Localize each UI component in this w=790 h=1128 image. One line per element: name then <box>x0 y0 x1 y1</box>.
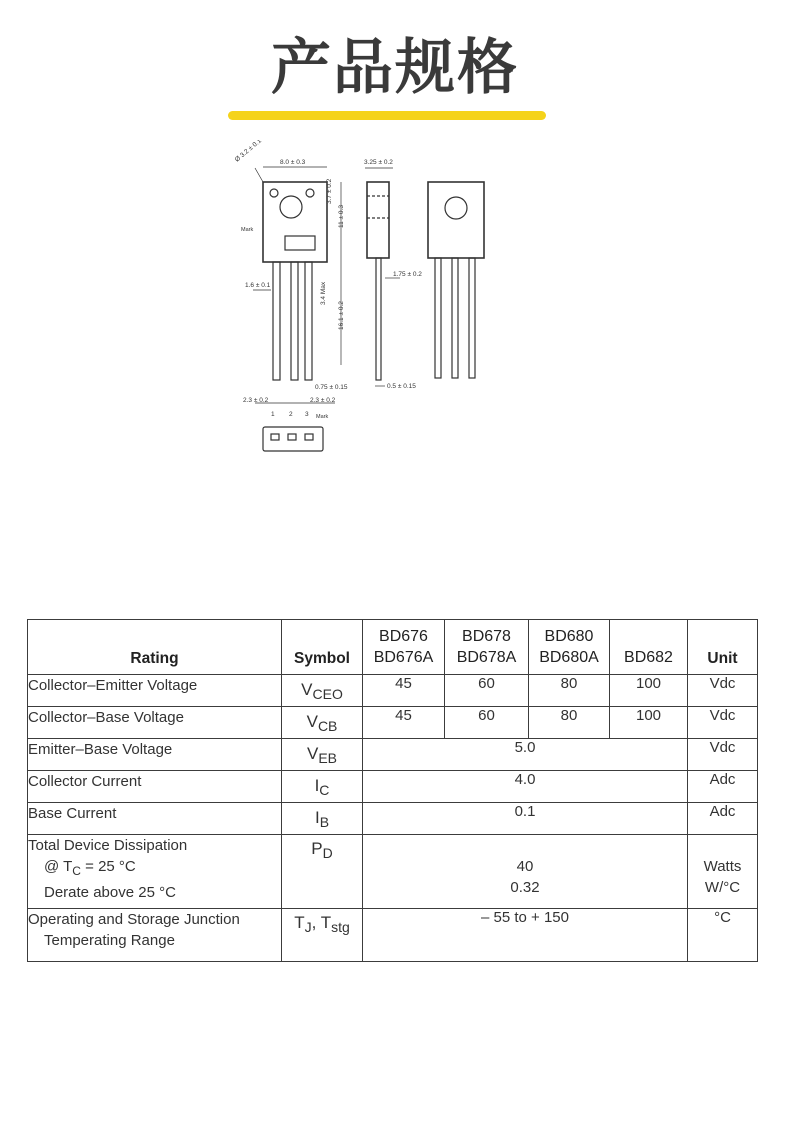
value-cell: 80 <box>529 675 610 707</box>
value-cell: 60 <box>445 707 529 739</box>
value-cell: 60 <box>445 675 529 707</box>
side-body <box>367 182 389 258</box>
symbol-cell: $I_C$ <box>282 771 363 803</box>
unit-cell: Vdc <box>688 675 758 707</box>
page-title: 产品规格 <box>271 33 519 103</box>
header-bd680: BD680 BD680A <box>529 620 610 675</box>
rating-cell: Operating and Storage Junction Temperating Range <box>28 909 282 962</box>
dim-pitch-left: 2.3 ± 0.2 <box>243 397 269 404</box>
header-bd682: BD682 <box>610 620 688 675</box>
back-hole <box>445 197 467 219</box>
symbol-cell: $V_{CEO}$ <box>282 675 363 707</box>
symbol-cell: $T_J$, $T_{stg}$ <box>282 909 363 962</box>
header-bd678: BD678 BD678A <box>445 620 529 675</box>
unit-cell: Vdc <box>688 739 758 771</box>
title-underline <box>228 111 546 120</box>
table-row <box>28 909 758 962</box>
symbol-cell: $I_B$ <box>282 803 363 835</box>
pin-2-label: 2 <box>289 411 293 418</box>
back-body <box>428 182 484 258</box>
pin-1-label: 1 <box>271 411 275 418</box>
header-rating: Rating <box>28 620 282 675</box>
table-row <box>28 771 758 803</box>
table-header-row <box>28 620 758 675</box>
header-symbol: Symbol <box>282 620 363 675</box>
value-cell: 0.1 <box>363 803 688 835</box>
table-row <box>28 739 758 771</box>
dim-top-offset: 3.7 ± 0.2 <box>326 178 333 204</box>
dim-thickness: 3.25 ± 0.2 <box>364 159 393 166</box>
symbol-cell: $V_{EB}$ <box>282 739 363 771</box>
table-row <box>28 707 758 739</box>
value-cell: – 55 to + 150 <box>363 909 688 962</box>
table-row <box>28 803 758 835</box>
dim-hole: Ø 3.2 ± 0.1 <box>233 140 263 164</box>
label-mark-bottom: Mark <box>316 414 329 420</box>
value-cell: 5.0 <box>363 739 688 771</box>
symbol-cell: $V_{CB}$ <box>282 707 363 739</box>
dim-lead-thickness: 0.75 ± 0.15 <box>315 384 348 391</box>
value-cell: 4.0 <box>363 771 688 803</box>
dim-width: 8.0 ± 0.3 <box>280 159 306 166</box>
dim-pitch-right: 2.3 ± 0.2 <box>310 397 336 404</box>
dim-max-len: 3.4 Max <box>320 281 327 305</box>
rating-cell: Collector–Emitter Voltage <box>28 675 282 707</box>
unit-cell: Adc <box>688 803 758 835</box>
value-cell: 45 <box>363 707 445 739</box>
unit-cell: Vdc <box>688 707 758 739</box>
dim-body-height: 11 ± 0.3 <box>338 205 345 228</box>
package-drawing <box>225 140 515 460</box>
dim-lead-thickness-2: 0.5 ± 0.15 <box>387 383 416 390</box>
value-cell: 100 <box>610 675 688 707</box>
front-hole <box>280 196 302 218</box>
unit-cell: °C <box>688 909 758 962</box>
value-cell: 80 <box>529 707 610 739</box>
dim-lead-len: 16.1 ± 0.2 <box>338 301 345 330</box>
pin-3-label: 3 <box>305 411 309 418</box>
specifications-table <box>27 619 758 962</box>
unit-cell: Adc <box>688 771 758 803</box>
label-mark: Mark <box>241 227 254 233</box>
header-unit: Unit <box>688 620 758 675</box>
value-cell: 45 <box>363 675 445 707</box>
rating-cell: Collector–Base Voltage <box>28 707 282 739</box>
table-row <box>28 835 758 909</box>
rating-cell: Collector Current <box>28 771 282 803</box>
table-row <box>28 675 758 707</box>
dim-lead-gap: 1.75 ± 0.2 <box>393 271 422 278</box>
front-mark-area <box>285 236 315 250</box>
dim-lead-width: 1.6 ± 0.1 <box>245 282 271 289</box>
rating-cell: Total Device Dissipation @ $T_C = 25$ °C Derate above 25 °C <box>28 835 282 909</box>
rating-cell: Emitter–Base Voltage <box>28 739 282 771</box>
header-bd676: BD676 BD676A <box>363 620 445 675</box>
symbol-cell: $P_D$ <box>282 835 363 909</box>
unit-cell: Watts W/°C <box>688 835 758 909</box>
rating-cell: Base Current <box>28 803 282 835</box>
value-cell: 40 0.32 <box>363 835 688 909</box>
value-cell: 100 <box>610 707 688 739</box>
bottom-view <box>263 427 323 451</box>
